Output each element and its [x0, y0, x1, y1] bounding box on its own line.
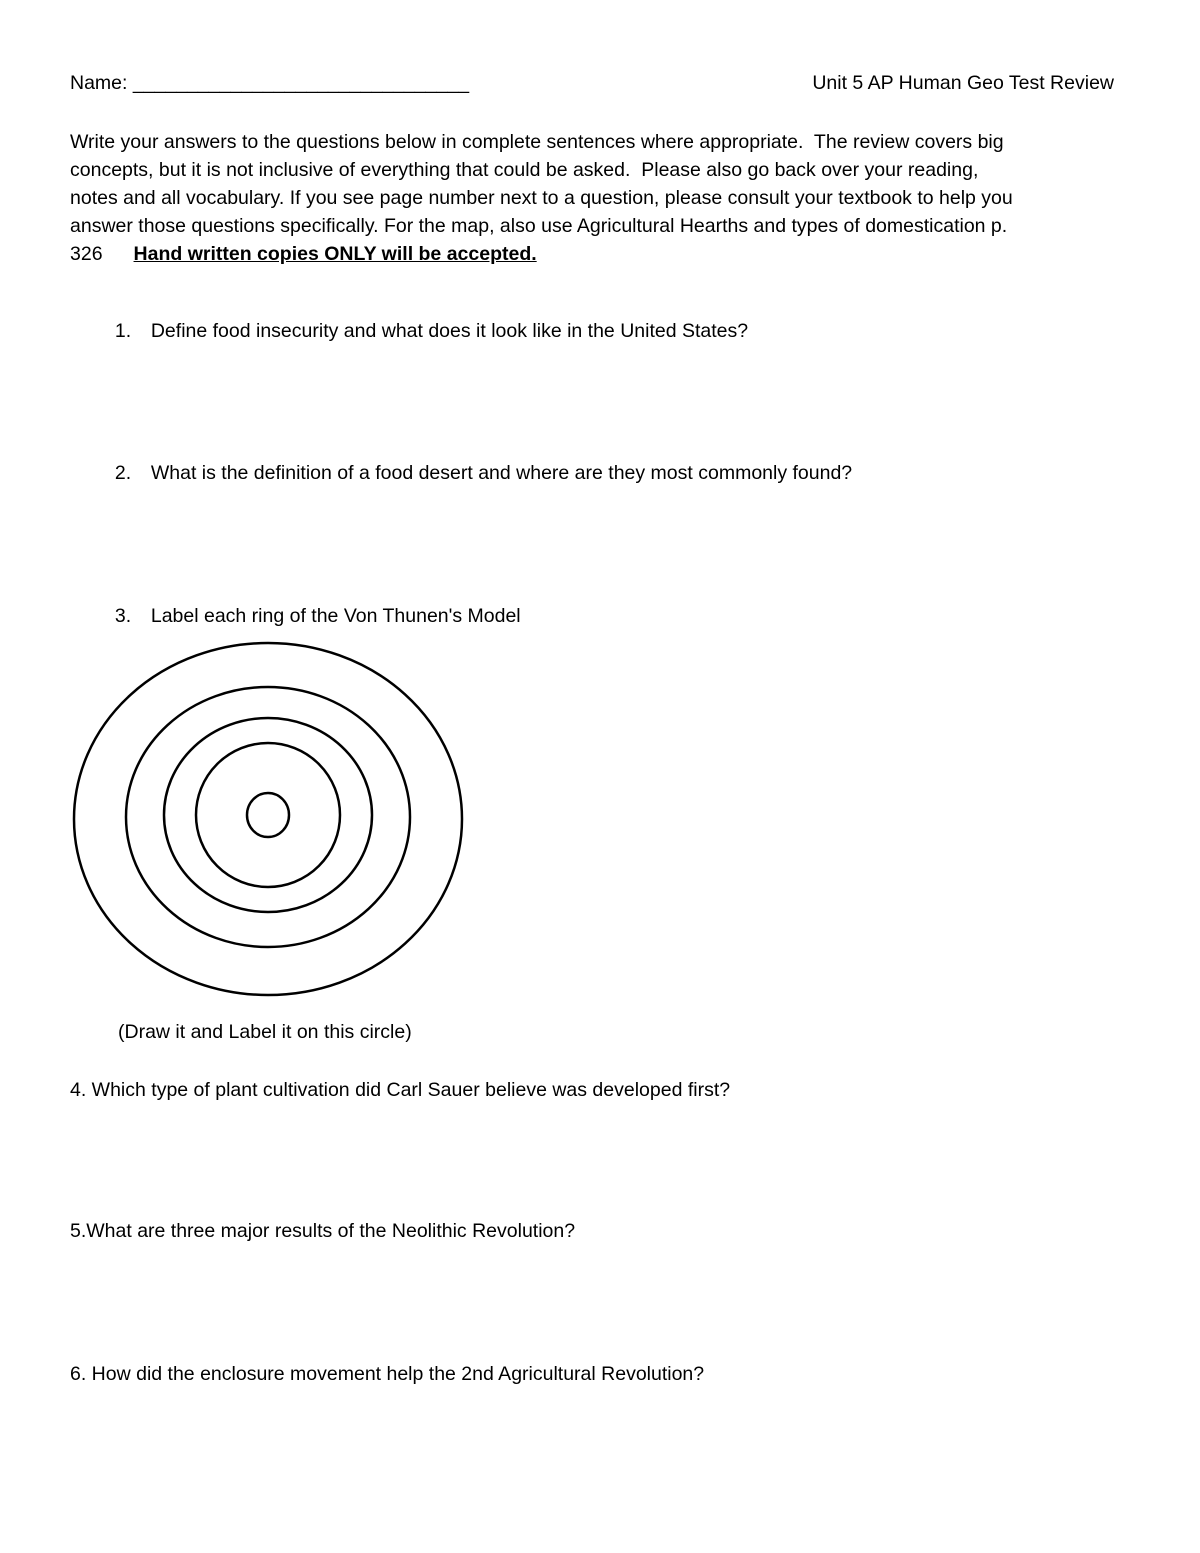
- question-text: Define food insecurity and what does it look like in the United States?: [150, 319, 749, 342]
- question-number: 3.: [114, 604, 132, 627]
- handwritten-notice: Hand written copies ONLY will be accepted.: [133, 243, 537, 265]
- instructions-line: answer those questions specifically. For the map, also use Agricultural Hearths and types of domestication p.: [70, 215, 1008, 237]
- page-reference: 326: [70, 243, 103, 265]
- ring-2: [196, 743, 340, 887]
- question-number: 2.: [114, 461, 132, 484]
- question-number: 1.: [114, 319, 132, 342]
- instructions-line: Write your answers to the questions below in complete sentences where appropriate. The review covers big: [70, 131, 1004, 153]
- question-5: 5.What are three major results of the Neolithic Revolution?: [70, 1220, 576, 1242]
- ring-outer: [74, 643, 462, 995]
- ring-center: [247, 793, 289, 837]
- question-text: Label each ring of the Von Thunen's Model: [150, 604, 521, 627]
- instructions-line: concepts, but it is not inclusive of everything that could be asked. Please also go back over your reading,: [70, 159, 979, 181]
- diagram-caption: (Draw it and Label it on this circle): [118, 1021, 412, 1043]
- name-field-label: Name: _______________________________: [70, 72, 470, 94]
- ring-4: [126, 687, 410, 947]
- question-text: What is the definition of a food desert and where are they most commonly found?: [150, 461, 853, 484]
- question-4: 4. Which type of plant cultivation did Carl Sauer believe was developed first?: [70, 1079, 731, 1101]
- instructions-line: notes and all vocabulary. If you see page number next to a question, please consult your textbook to help you: [70, 187, 1013, 209]
- question-6: 6. How did the enclosure movement help the 2nd Agricultural Revolution?: [70, 1363, 705, 1385]
- worksheet-title: Unit 5 AP Human Geo Test Review: [812, 72, 1114, 94]
